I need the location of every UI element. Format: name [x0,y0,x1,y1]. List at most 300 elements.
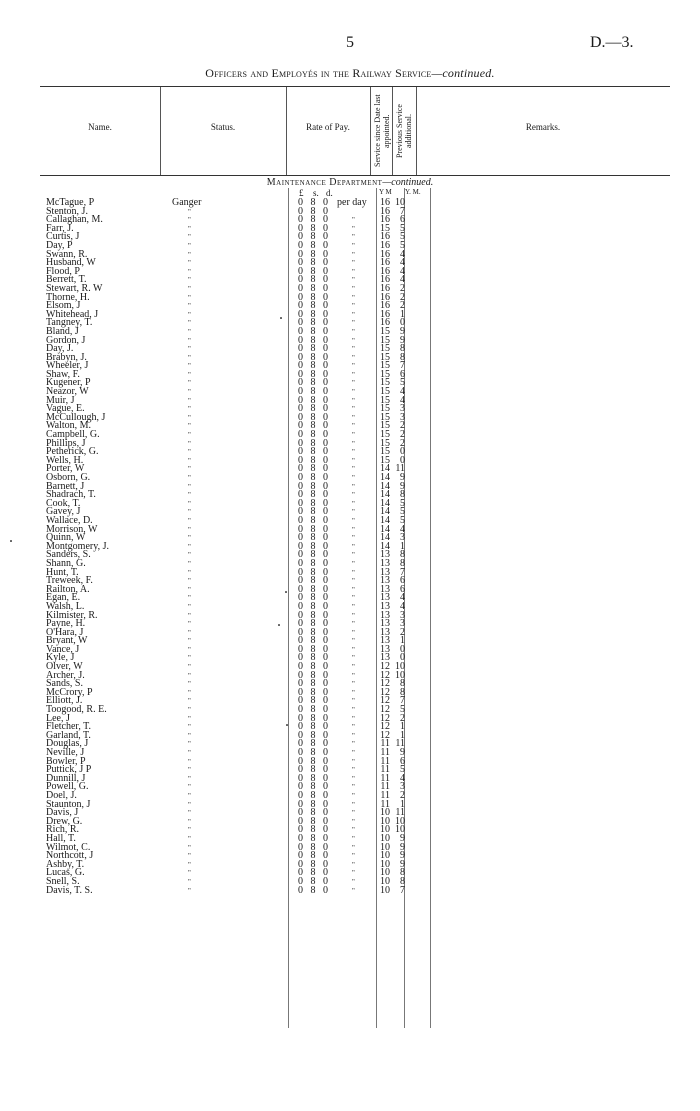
rate-of-pay: 0 8 0 [298,661,331,673]
pay-period: " [352,559,355,568]
service-years: 13 [380,566,390,578]
service-years: 13 [380,575,390,587]
employee-name: McCrory, P [46,686,93,698]
service-months: 7 [400,205,405,217]
employee-name: Petherick, G. [46,446,99,458]
employee-status: " [188,456,191,465]
employee-name: Archer, J. [46,669,85,681]
unit-shilling: s. [313,188,319,198]
employee-name: Drew, G. [46,815,83,827]
employee-status: " [188,259,191,268]
employee-name: Berrett, T. [46,274,87,286]
rate-of-pay: 0 8 0 [298,798,331,810]
service-years: 14 [380,497,390,509]
service-years: 13 [380,626,390,638]
service-months: 9 [400,334,405,346]
rate-of-pay: 0 8 0 [298,678,331,690]
pay-period: " [352,413,355,422]
service-years: 16 [380,214,390,226]
service-months: 0 [400,652,405,664]
service-years: 15 [380,368,390,380]
employee-status: " [188,611,191,620]
employee-name: Tangney, T. [46,317,93,329]
pay-period: " [352,293,355,302]
rate-of-pay: 0 8 0 [298,729,331,741]
table-row [0,334,700,346]
rate-of-pay: 0 8 0 [298,772,331,784]
service-years: 14 [380,506,390,518]
service-months: 7 [400,695,405,707]
pay-period: " [352,852,355,861]
service-months: 2 [400,429,405,441]
employee-name: Toogood, R. E. [46,704,107,716]
table-row [0,523,700,535]
pay-period: " [352,766,355,775]
table-row [0,869,700,878]
service-years: 16 [380,300,390,312]
employee-status: " [188,671,191,680]
employee-status: " [188,628,191,637]
pay-period: " [352,551,355,560]
table-row [0,259,700,268]
employee-status: " [188,267,191,276]
service-months: 3 [400,532,405,544]
table-row [0,669,700,681]
service-years: 14 [380,463,390,475]
pay-period: " [352,809,355,818]
rate-of-pay: 0 8 0 [298,239,331,251]
employee-status: " [188,216,191,225]
employee-name: Powell, G. [46,781,89,793]
employee-status: " [188,465,191,474]
pay-period: " [352,628,355,637]
pay-period: " [352,508,355,517]
rate-of-pay: 0 8 0 [298,609,331,621]
rate-of-pay: 0 8 0 [298,429,331,441]
rate-of-pay: 0 8 0 [298,858,331,870]
pay-period: " [352,516,355,525]
service-years: 16 [380,265,390,277]
table-row [0,325,700,337]
table-row [0,474,700,483]
table-row [0,405,700,414]
rate-of-pay: 0 8 0 [298,248,331,260]
employee-status: " [188,284,191,293]
table-row [0,789,700,801]
service-months: 1 [400,798,405,810]
service-months: 11 [395,807,405,819]
employee-status: " [188,877,191,886]
rate-of-pay: 0 8 0 [298,764,331,776]
pay-period: " [352,706,355,715]
table-row [0,345,700,354]
service-years: 16 [380,205,390,217]
employee-name: Sands, S. [46,678,83,690]
service-months: 5 [400,239,405,251]
service-years: 10 [380,832,390,844]
service-months: 7 [400,566,405,578]
employee-name: Elsom, J [46,300,81,312]
rate-of-pay: 0 8 0 [298,721,331,733]
employee-status: " [188,688,191,697]
rate-of-pay: 0 8 0 [298,514,331,526]
service-years: 10 [380,815,390,827]
pay-period: " [352,886,355,895]
pay-period: " [352,388,355,397]
employee-status: " [188,276,191,285]
employee-status: " [188,310,191,319]
rate-of-pay: 0 8 0 [298,626,331,638]
rate-of-pay: 0 8 0 [298,205,331,217]
table-row [0,798,700,810]
pay-period: " [352,241,355,250]
employee-name: Hall, T. [46,832,76,844]
employee-status: " [188,680,191,689]
rate-of-pay: 0 8 0 [298,557,331,569]
table-row [0,291,700,303]
service-months: 6 [400,575,405,587]
employee-status: " [188,645,191,654]
employee-status: " [188,551,191,560]
service-years: 11 [380,764,390,776]
employee-status: " [188,542,191,551]
service-months: 5 [400,497,405,509]
service-months: 3 [400,411,405,423]
rate-of-pay: 0 8 0 [298,368,331,380]
service-months: 5 [400,506,405,518]
pay-period: " [352,731,355,740]
employee-status: " [188,525,191,534]
table-row [0,265,700,277]
employee-name: Douglas, J [46,738,89,750]
service-months: 1 [400,721,405,733]
service-months: 2 [400,282,405,294]
unit-years-months: Y M [379,188,392,196]
table-row [0,609,700,621]
employee-status: " [188,448,191,457]
service-months: 8 [400,351,405,363]
service-years: 16 [380,248,390,260]
employee-status: " [188,817,191,826]
service-years: 14 [380,489,390,501]
employee-status: " [188,241,191,250]
rate-of-pay: 0 8 0 [298,755,331,767]
table-row [0,431,700,440]
employee-name: Barnett, J [46,480,85,492]
table-row [0,557,700,569]
rate-of-pay: 0 8 0 [298,214,331,226]
pay-period: " [352,594,355,603]
pay-period: " [352,276,355,285]
pay-period: " [352,319,355,328]
service-years: 16 [380,197,390,208]
rate-of-pay: 0 8 0 [298,600,331,612]
rate-of-pay: 0 8 0 [298,377,331,389]
column-header-service-since: Service since Date last appointed. [373,94,391,168]
pay-period: " [352,345,355,354]
table-row [0,508,700,517]
employee-name: Shadrach, T. [46,489,96,501]
pay-period: " [352,843,355,852]
pay-period: " [352,791,355,800]
table-row [0,422,700,431]
rate-of-pay: 0 8 0 [298,360,331,372]
service-months: 1 [400,540,405,552]
table-row [0,663,700,672]
employee-status: " [188,250,191,259]
stray-mark [278,624,280,626]
employee-status: " [188,654,191,663]
employee-status: " [188,233,191,242]
table-row [0,594,700,603]
pay-period: " [352,577,355,586]
table-row [0,480,700,492]
employee-status: " [188,396,191,405]
column-header-rate: Rate of Pay. [306,122,350,132]
service-years: 11 [380,772,390,784]
employee-status: " [188,405,191,414]
rate-of-pay: 0 8 0 [298,317,331,329]
employee-status: " [188,697,191,706]
employee-status: " [188,388,191,397]
service-years: 16 [380,291,390,303]
employee-status: " [188,852,191,861]
service-months: 2 [400,789,405,801]
rate-of-pay: 0 8 0 [298,454,331,466]
table-row [0,783,700,792]
service-months: 9 [400,747,405,758]
service-years: 12 [380,678,390,690]
service-months: 4 [400,600,405,612]
rate-of-pay: 0 8 0 [298,463,331,475]
employee-name: Rich, R. [46,824,80,836]
table-row [0,216,700,225]
employee-status: " [188,353,191,362]
pay-period: " [352,250,355,259]
service-months: 9 [400,480,405,492]
pay-period: per day [337,197,367,208]
rate-of-pay: 0 8 0 [298,506,331,518]
pay-period: " [352,336,355,345]
pay-period: " [352,783,355,792]
pay-period: " [352,757,355,766]
unit-pence: d. [326,188,333,198]
service-years: 15 [380,386,390,398]
rate-of-pay: 0 8 0 [298,712,331,724]
table-row [0,686,700,698]
service-years: 14 [380,514,390,526]
rate-of-pay: 0 8 0 [298,841,331,853]
employee-status: " [188,706,191,715]
pay-period: " [352,370,355,379]
employee-name: Davis, T. S. [46,884,93,896]
pay-period: " [352,860,355,869]
rate-of-pay: 0 8 0 [298,850,331,862]
rate-of-pay: 0 8 0 [298,265,331,277]
employee-name: Muir, J [46,394,75,406]
employee-name: Neville, J [46,747,85,758]
employee-name: Olver, W [46,661,83,673]
service-months: 5 [400,231,405,243]
service-months: 4 [400,394,405,406]
table-row [0,282,700,294]
pay-period: " [352,465,355,474]
employee-status: " [188,482,191,491]
table-row [0,637,700,646]
pay-period: " [352,353,355,362]
pay-period: " [352,542,355,551]
employee-name: Railton, A. [46,583,90,595]
employee-status: " [188,791,191,800]
service-years: 12 [380,712,390,724]
employee-name: Stewart, R. W [46,282,103,294]
employee-name: Porter, W [46,463,85,475]
service-months: 9 [400,325,405,337]
rate-of-pay: 0 8 0 [298,257,331,269]
employee-name: Wallace, D. [46,514,93,526]
rate-of-pay: 0 8 0 [298,832,331,844]
table-row [0,680,700,689]
employee-name: Swann, R. [46,248,88,260]
service-years: 15 [380,222,390,234]
rate-of-pay: 0 8 0 [298,566,331,578]
rate-of-pay: 0 8 0 [298,420,331,432]
employee-name: Brabyn, J. [46,351,87,363]
stray-mark [10,540,12,542]
rate-of-pay: 0 8 0 [298,386,331,398]
service-years: 14 [380,480,390,492]
table-row [0,222,700,234]
employee-name: Vance, J [46,643,80,655]
employee-name: Dunnill, J [46,772,86,784]
service-months: 5 [400,704,405,716]
stray-mark [280,317,282,319]
table-row [0,600,700,612]
rate-of-pay: 0 8 0 [298,231,331,243]
pay-period: " [352,310,355,319]
rate-of-pay: 0 8 0 [298,523,331,535]
table-row [0,319,700,328]
employee-status: " [188,602,191,611]
table-row [0,875,700,887]
page-title [0,66,700,81]
table-row [0,832,700,844]
employee-status: " [188,508,191,517]
employee-name: Bowler, P [46,755,86,767]
service-months: 7 [400,360,405,372]
employee-status: " [188,491,191,500]
service-years: 14 [380,472,390,483]
employee-name: Bland, J [46,325,79,337]
pay-period: " [352,362,355,371]
service-months: 2 [400,437,405,449]
employee-status: " [188,886,191,895]
service-years: 16 [380,308,390,320]
service-months: 4 [400,274,405,286]
employee-name: Davis, J [46,807,79,819]
pay-period: " [352,431,355,440]
table-row [0,248,700,260]
rate-of-pay: 0 8 0 [298,704,331,716]
employee-name: Callaghan, M. [46,214,103,226]
table-row [0,388,700,397]
service-months: 6 [400,214,405,226]
table-row [0,514,700,526]
service-months: 2 [400,712,405,724]
service-months: 5 [400,222,405,234]
service-months: 5 [400,514,405,526]
service-years: 15 [380,394,390,406]
employee-rows [0,199,700,895]
table-row [0,379,700,388]
employee-name: Flood, P [46,265,80,277]
service-years: 15 [380,343,390,355]
rate-of-pay: 0 8 0 [298,815,331,827]
page-title-main: Officers and Employés in the Railway Service [205,66,432,80]
table-row [0,729,700,741]
service-years: 13 [380,652,390,664]
pay-period: " [352,826,355,835]
employee-name: Elliott, J. [46,695,83,707]
employee-status: " [188,766,191,775]
service-months: 1 [400,729,405,741]
service-months: 1 [400,308,405,320]
rate-of-pay: 0 8 0 [298,282,331,294]
service-months: 2 [400,420,405,432]
service-months: 8 [400,489,405,501]
employee-name: Gordon, J [46,334,86,346]
service-months: 4 [400,523,405,535]
employee-status: " [188,207,191,216]
employee-name: Cook, T. [46,497,81,509]
pay-period: " [352,663,355,672]
service-months: 11 [395,463,405,475]
service-months: 10 [395,197,405,208]
service-months: 8 [400,875,405,887]
employee-name: O'Hara, J [46,626,84,638]
pay-period: " [352,405,355,414]
service-months: 6 [400,583,405,595]
table-row [0,566,700,578]
pay-period: " [352,379,355,388]
service-years: 15 [380,377,390,389]
employee-status: " [188,809,191,818]
service-months: 8 [400,686,405,698]
pay-period: " [352,456,355,465]
page-title-continued: —continued. [431,66,495,80]
employee-name: Phillips, J [46,437,86,449]
table-row [0,491,700,500]
service-years: 13 [380,609,390,621]
pay-period: " [352,620,355,629]
table-row [0,766,700,775]
service-months: 2 [400,300,405,312]
employee-status: " [188,474,191,482]
rate-of-pay: 0 8 0 [298,403,331,415]
table-row [0,411,700,423]
employee-status: " [188,731,191,740]
employee-name: Lee, J [46,712,70,724]
service-years: 13 [380,600,390,612]
service-years: 15 [380,420,390,432]
service-months: 3 [400,403,405,415]
table-row [0,239,700,251]
employee-name: Sanders, S. [46,549,91,561]
employee-status: " [188,516,191,525]
employee-name: Kugener, P [46,377,91,389]
employee-name: Day, J. [46,343,74,355]
rate-of-pay: 0 8 0 [298,497,331,509]
